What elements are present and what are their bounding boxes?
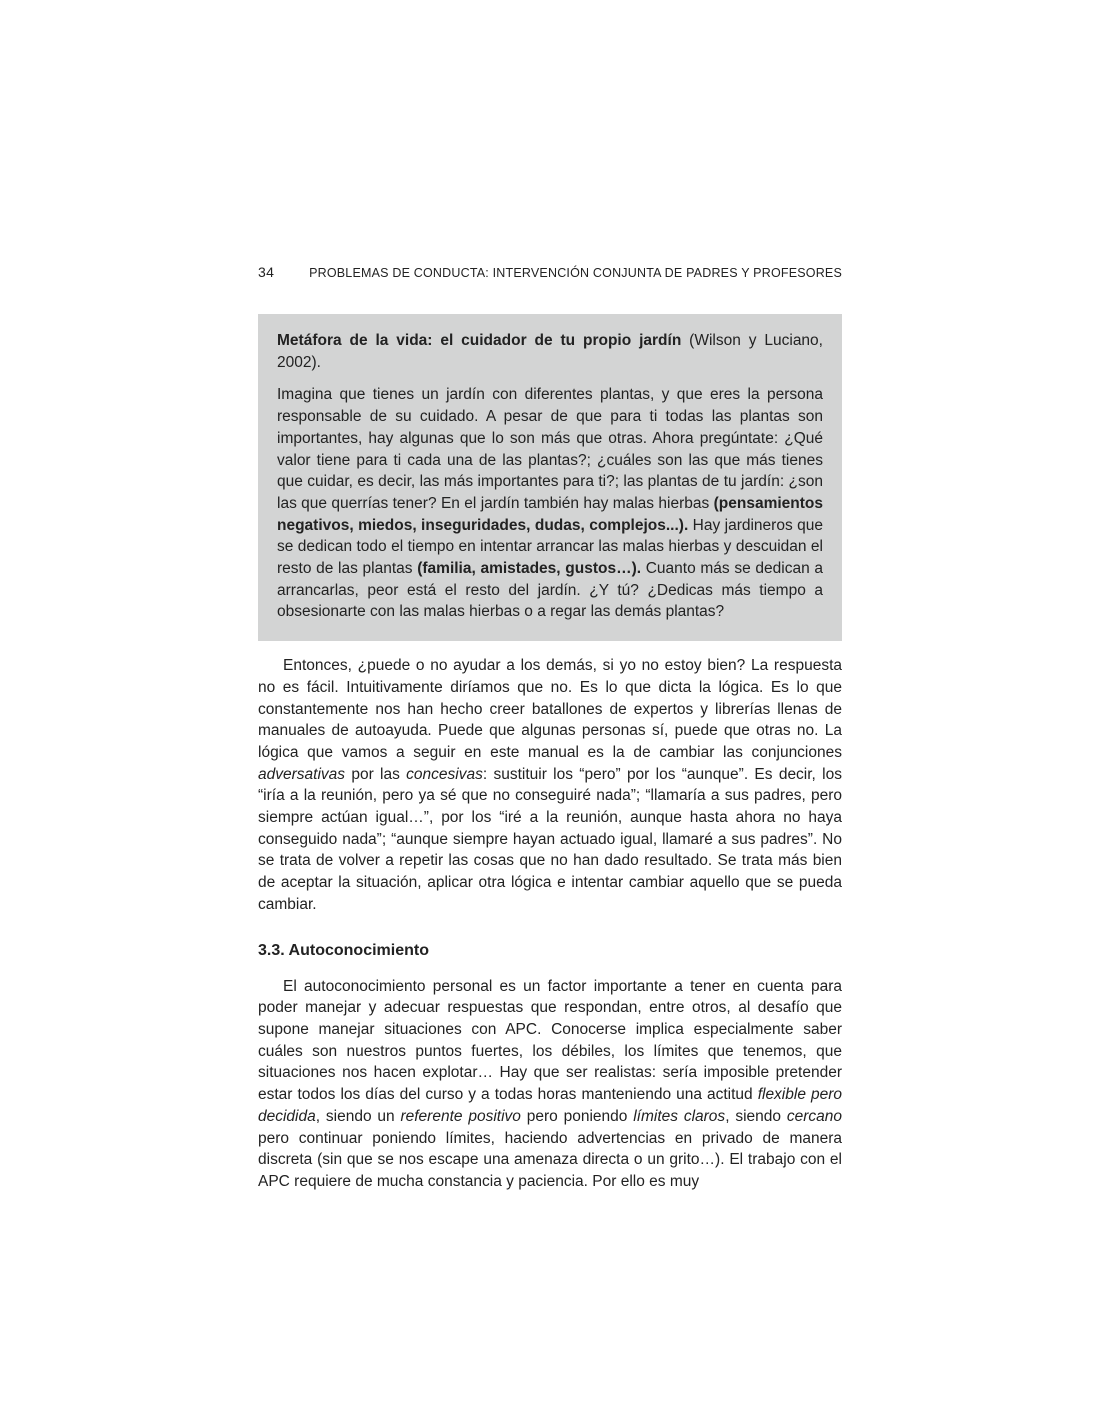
paragraph-entonces: Entonces, ¿puede o no ayudar a los demás, si yo no estoy bien? La respuesta no es fácil. Intuitivamente diríamos que no. Es lo que dicta la lógica. Es lo que constantemente nos han hecho creer batallones de expertos y librerías llenas de manuales de autoayuda. Puede que algunas personas sí, puede que otras no. La lógica que vamos a seguir en este manual es la de cambiar las conjunciones adversativas por las concesivas: sustituir los “pero” por los “aunque”. Es decir, los “iría a la reunión, pero ya sé que no conseguiré nada”; “llamaría a sus padres, pero siempre actúan igual…”, por los “iré a la reunión, aunque hasta ahora no haya conseguido nada”; “aunque siempre hayan actuado igual, llamaré a sus padres”. No se trata de volver a repetir las cosas que no han dado resultado. Se trata más bien de aceptar la situación, aplicar otra lógica e intentar cambiar aquello que se pueda cambiar. <box>258 657 842 913</box>
metaphor-box-title: Metáfora de la vida: el cuidador de tu propio jardín (Wilson y Luciano, 2002). <box>277 332 823 371</box>
running-title: PROBLEMAS DE CONDUCTA: INTERVENCIÓN CONJUNTA DE PADRES Y PROFESORES <box>309 266 842 280</box>
paragraph-autoconocimiento: El autoconocimiento personal es un factor importante a tener en cuenta para poder manejar y adecuar respuestas que respondan, entre otros, al desafío que supone manejar situaciones con APC. Conocerse implica especialmente saber cuáles son nuestros puntos fuertes, los débiles, los límites que tenemos, que situaciones nos hacen explotar… Hay que ser realistas: sería imposible pretender estar todos los días del curso y a todas horas manteniendo una actitud flexible pero decidida, siendo un referente positivo pero poniendo límites claros, siendo cercano pero continuar poniendo límites, haciendo advertencias en privado de manera discreta (sin que se nos escape una amenaza directa o un grito…). El trabajo con el APC requiere de mucha constancia y paciencia. Por ello es muy <box>258 977 842 1190</box>
section-heading-autoconocimiento: 3.3. Autoconocimiento <box>258 941 429 959</box>
page-number: 34 <box>258 264 275 280</box>
metaphor-box-body: Imagina que tienes un jardín con diferentes plantas, y que eres la persona responsable de su cuidado. A pesar de que para ti todas las plantas son importantes, hay algunas que lo son más que otras. Ahora pregúntate: ¿Qué valor tiene para ti cada una de las plantas?; ¿cuáles son las que más tienes que cuidar, es decir, las más importantes para ti?; las plantas de tu jardín: ¿son las que querrías tener? En el jardín también hay malas hierbas (pensamientos negativos, miedos, inseguridades, dudas, complejos...). Hay jardineros que se dedican todo el tiempo en intentar arrancar las malas hierbas y descuidan el resto de las plantas (familia, amistades, gustos…). Cuanto más se dedican a arrancarlas, peor está el resto del jardín. ¿Y tú? ¿Dedicas más tiempo a obsesionarte con las malas hierbas o a regar las demás plantas? <box>277 386 823 621</box>
page-header <box>258 264 842 280</box>
metaphor-box <box>258 314 842 641</box>
text-column <box>258 264 842 1193</box>
